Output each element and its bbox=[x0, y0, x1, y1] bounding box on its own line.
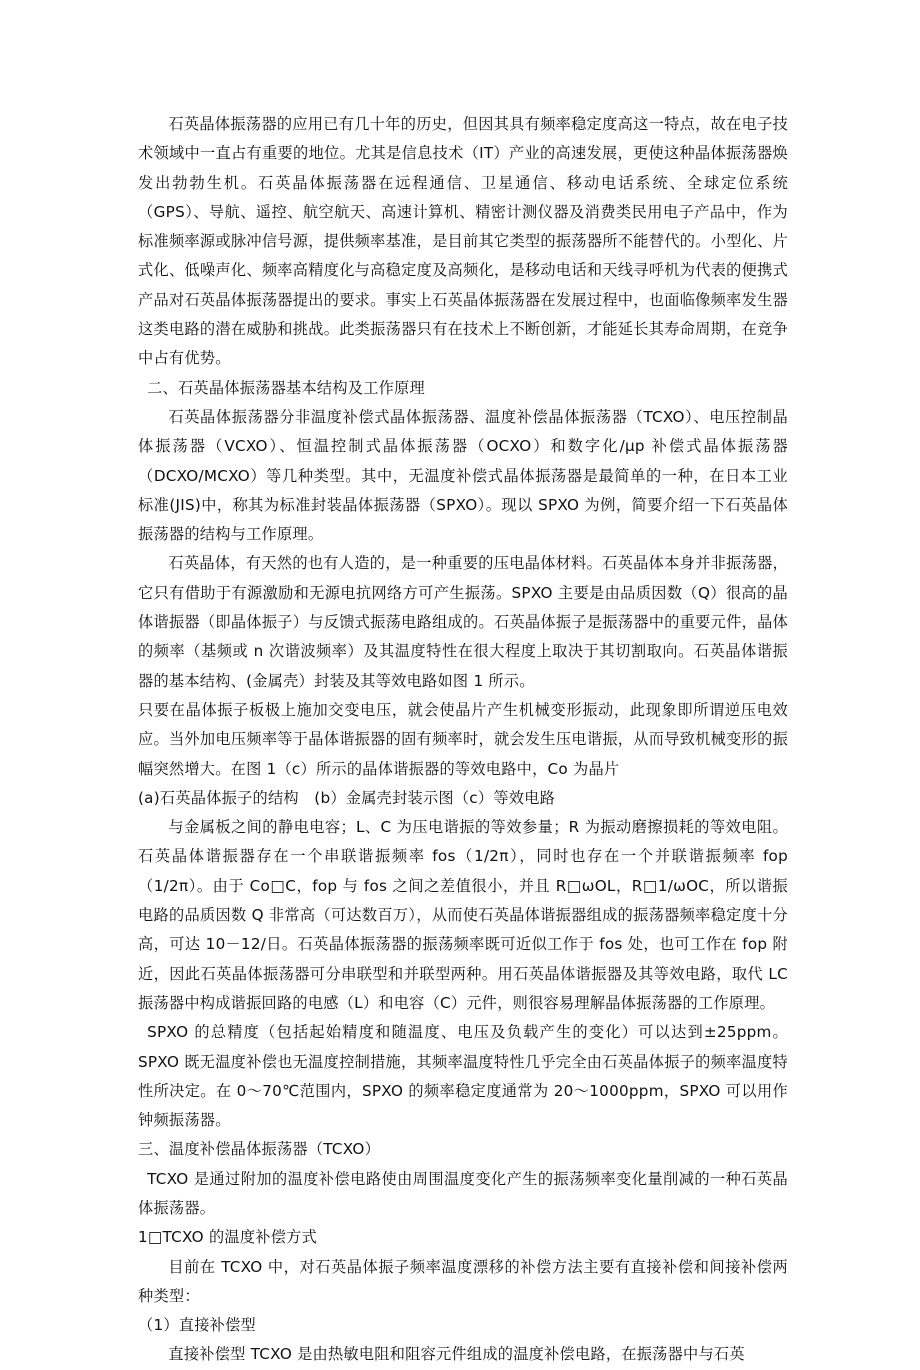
subheading-direct: （1）直接补偿型 bbox=[138, 1316, 256, 1335]
paragraph-spxo-accuracy: SPXO 的总精度（包括起始精度和随温度、电压及负载产生的变化）可以达到±25ppm。SPXO 既无温度补偿也无温度控制措施，其频率温度特性几乎完全由石英晶体振子的频率温度特性所决定。在 0～70℃范围内，SPXO 的频率稳定度通常为 20～1000ppm，SPXO 可以用作钟频振荡器。 bbox=[138, 1023, 788, 1130]
paragraph-tcxo-def: TCXO 是通过附加的温度补偿电路使由周围温度变化产生的振荡频率变化量削减的一种石英晶体振荡器。 bbox=[138, 1169, 788, 1217]
paragraph-direct: 直接补偿型 TCXO 是由热敏电阻和阻容元件组成的温度补偿电路，在振荡器中与石英 bbox=[168, 1345, 745, 1364]
paragraph-compensation: 目前在 TCXO 中，对石英晶体振子频率温度漂移的补偿方法主要有直接补偿和间接补偿两种类型： bbox=[138, 1257, 788, 1305]
figure-caption: (a)石英晶体振子的结构 (b）金属壳封装示图（c）等效电路 bbox=[138, 788, 556, 807]
subheading-1: 1□TCXO 的温度补偿方式 bbox=[138, 1228, 318, 1247]
paragraph-equivalent-circuit: 与金属板之间的静电电容；L、C 为压电谐振的等效参量；R 为振动磨擦损耗的等效电阻。石英晶体谐振器存在一个串联谐振频率 fos（1/2π），同时也存在一个并联谐振频率 fop（1/2π）。由于 Co□C，fop 与 fos 之间之差值很小，并且 R□ωOL，R□1/ωOC，所以谐振电路的品质因数 Q 非常高（可达数百万），从而使石英晶体谐振器组成的振荡器频率稳定度十分高，可达 10－12/日。石英晶体振荡器的振荡频率既可近似工作于 fos 处，也可工作在 fop 附近，因此石英晶体振荡器可分串联型和并联型两种。用石英晶体谐振器及其等效电路，取代 LC 振荡器中构成谐振回路的电感（L）和电容（C）元件，则很容易理解晶体振荡器的工作原理。 bbox=[138, 818, 788, 1012]
paragraph-types: 石英晶体振荡器分非温度补偿式晶体振荡器、温度补偿晶体振荡器（TCXO）、电压控制晶体振荡器（VCXO）、恒温控制式晶体振荡器（OCXO）和数字化/μp 补偿式晶体振荡器（DCXO/MCXO）等几种类型。其中，无温度补偿式晶体振荡器是最简单的一种，在日本工业标准(JIS)中，称其为标准封装晶体振荡器（SPXO）。现以 SPXO 为例，简要介绍一下石英晶体振荡器的结构与工作原理。 bbox=[138, 407, 789, 544]
paragraph-intro: 石英晶体振荡器的应用已有几十年的历史，但因其具有频率稳定度高这一特点，故在电子技术领域中一直占有重要的地位。尤其是信息技术（IT）产业的高速发展，更使这种晶体振荡器焕发出勃勃生机。石英晶体振荡器在远程通信、卫星通信、移动电话系统、全球定位系统（GPS）、导航、遥控、航空航天、高速计算机、精密计测仪器及消费类民用电子产品中，作为标准频率源或脉冲信号源，提供频率基准，是目前其它类型的振荡器所不能替代的。小型化、片式化、低噪声化、频率高精度化与高稳定度及高频化，是移动电话和天线寻呼机为代表的便携式产品对石英晶体振荡器提出的要求。事实上石英晶体振荡器在发展过程中，也面临像频率发生器这类电路的潜在威胁和挑战。此类振荡器只有在技术上不断创新，才能延长其寿命周期，在竞争中占有优势。 bbox=[138, 115, 788, 368]
section-heading-2: 二、石英晶体振荡器基本结构及工作原理 bbox=[147, 378, 425, 397]
document-page bbox=[138, 110, 788, 1370]
paragraph-crystal: 石英晶体，有天然的也有人造的，是一种重要的压电晶体材料。石英晶体本身并非振荡器，它只有借助于有源激励和无源电抗网络方可产生振荡。SPXO 主要是由品质因数（Q）很高的晶体谐振器（即晶体振子）与反馈式振荡电路组成的。石英晶体振子是振荡器中的重要元件，晶体的频率（基频或 n 次谐波频率）及其温度特性在很大程度上取决于其切割取向。石英晶体谐振器的基本结构、(金属壳）封装及其等效电路如图 1 所示。 bbox=[138, 554, 788, 690]
paragraph-piezo: 只要在晶体振子板极上施加交变电压，就会使晶片产生机械变形振动，此现象即所谓逆压电效应。当外加电压频率等于晶体谐振器的固有频率时，就会发生压电谐振，从而导致机械变形的振幅突然增大。在图 1（c）所示的晶体谐振器的等效电路中，Co 为晶片 bbox=[138, 700, 788, 778]
section-heading-3: 三、温度补偿晶体振荡器（TCXO） bbox=[138, 1140, 381, 1159]
